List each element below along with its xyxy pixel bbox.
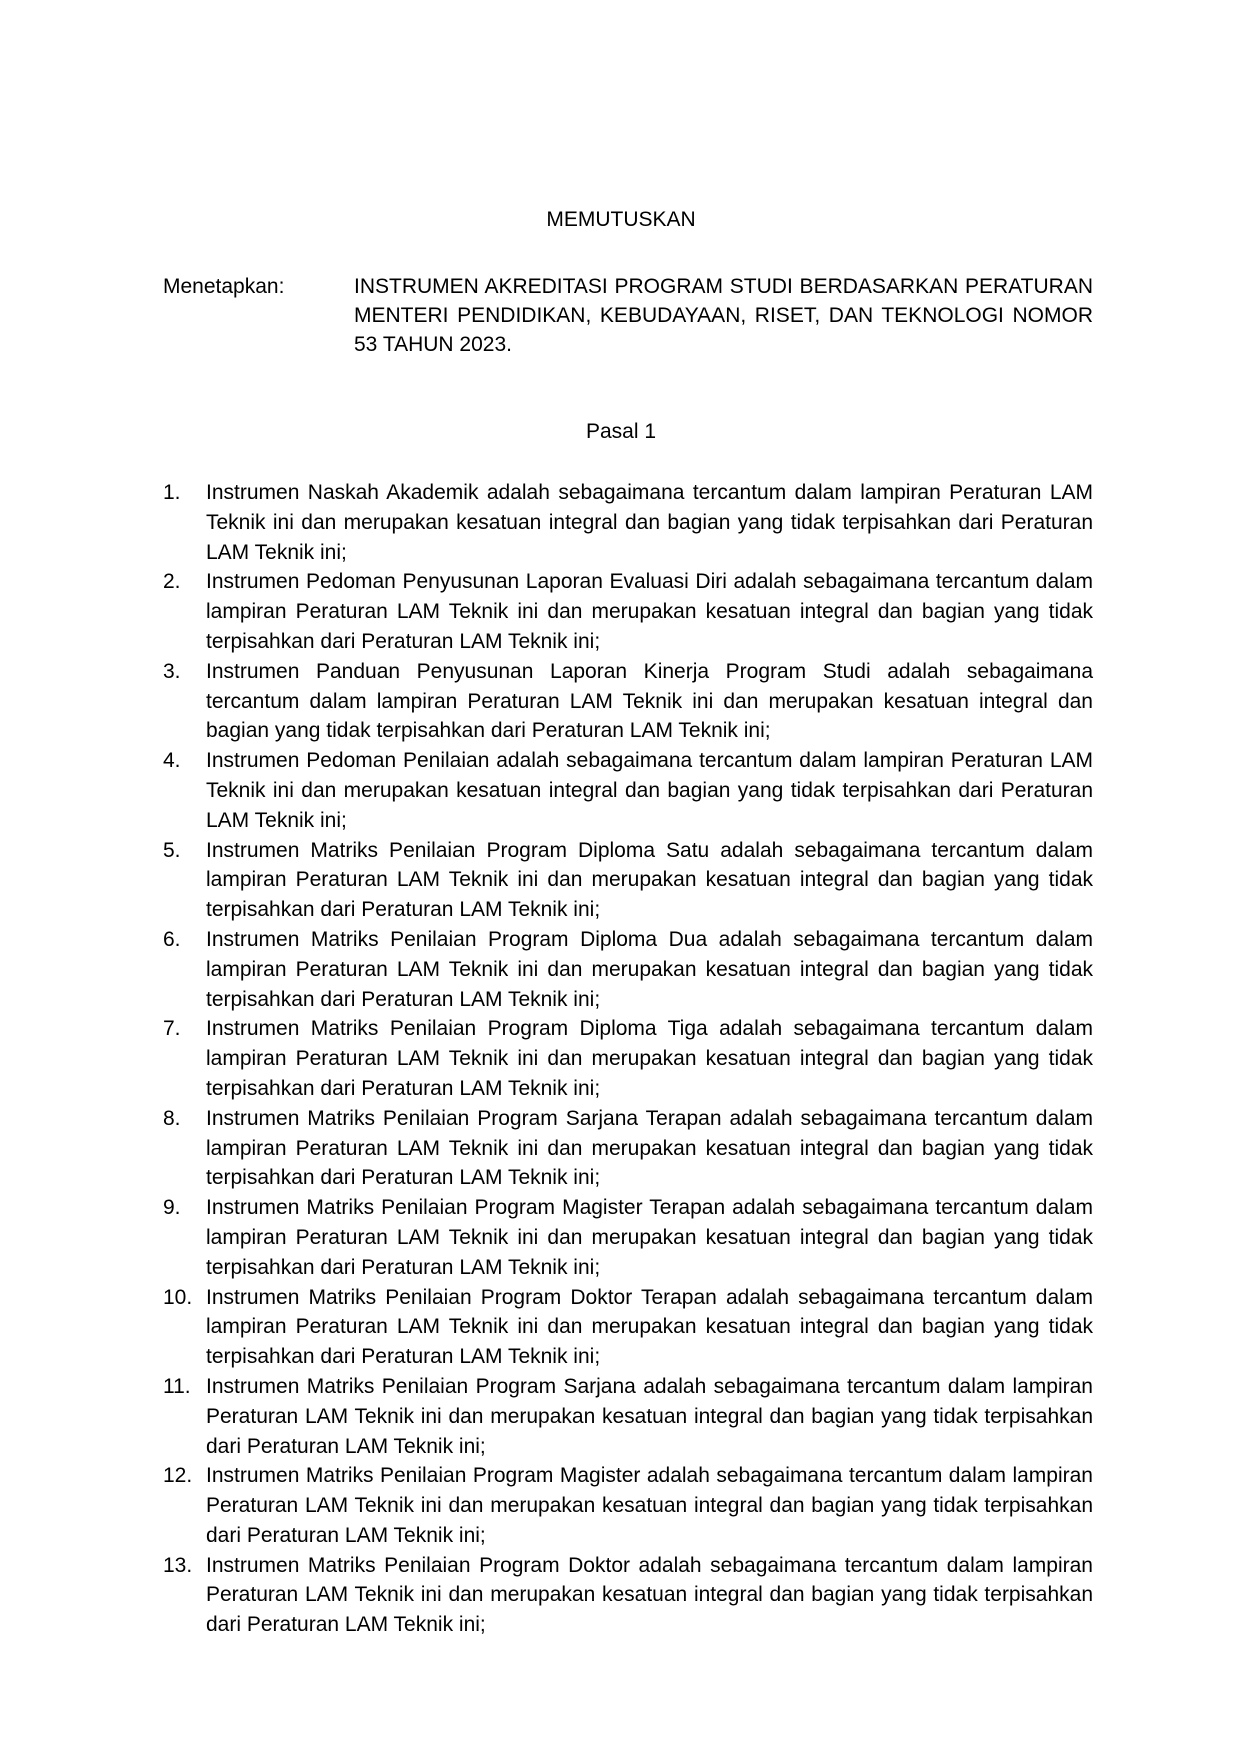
list-item <box>163 1372 1093 1461</box>
list-item-text: Instrumen Pedoman Penilaian adalah sebagaimana tercantum dalam lampiran Peraturan LAM Teknik ini dan merupakan kesatuan integral dan bagian yang tidak terpisahkan dari Peraturan LAM Teknik ini; <box>206 749 1093 832</box>
list-item-text: Instrumen Matriks Penilaian Program Diploma Tiga adalah sebagaimana tercantum dalam lampiran Peraturan LAM Teknik ini dan merupakan kesatuan integral dan bagian yang tidak terpisahkan dari Peraturan LAM Teknik ini; <box>206 1017 1093 1100</box>
list-item-text: Instrumen Matriks Penilaian Program Sarjana adalah sebagaimana tercantum dalam lampiran Peraturan LAM Teknik ini dan merupakan kesatuan integral dan bagian yang tidak terpisahkan dari Peraturan LAM Teknik ini; <box>206 1374 1093 1458</box>
list-item-number: 5. <box>163 838 181 862</box>
list-item-number: 13. <box>163 1553 193 1577</box>
list-item-text: Instrumen Matriks Penilaian Program Diploma Satu adalah sebagaimana tercantum dalam lampiran Peraturan LAM Teknik ini dan merupakan kesatuan integral dan bagian yang tidak terpisahkan dari Peraturan LAM Teknik ini; <box>206 838 1093 922</box>
list-item-text: Instrumen Pedoman Penyusunan Laporan Evaluasi Diri adalah sebagaimana tercantum dalam lampiran Peraturan LAM Teknik ini dan merupakan kesatuan integral dan bagian yang tidak terpisahkan dari Peraturan LAM Teknik ini; <box>206 570 1093 653</box>
list-item <box>163 746 1093 835</box>
list-item-text: Instrumen Matriks Penilaian Program Magister Terapan adalah sebagaimana tercantum dalam lampiran Peraturan LAM Teknik ini dan merupakan kesatuan integral dan bagian yang tidak terpisahkan dari Peraturan LAM Teknik ini; <box>206 1196 1093 1279</box>
list-item-number: 4. <box>163 749 181 773</box>
list-item-text: Instrumen Panduan Penyusunan Laporan Kinerja Program Studi adalah sebagaimana tercantum dalam lampiran Peraturan LAM Teknik ini dan merupakan kesatuan integral dan bagian yang tidak terpisahkan dari Peraturan LAM Teknik ini; <box>206 659 1093 743</box>
list-item <box>163 657 1093 746</box>
list-item <box>163 1193 1093 1282</box>
menetapkan-text: INSTRUMEN AKREDITASI PROGRAM STUDI BERDASARKAN PERATURAN MENTERI PENDIDIKAN, KEBUDAYAAN, RISET, DAN TEKNOLOGI NOMOR 53 TAHUN 2023. <box>354 275 1093 356</box>
list-item-number: 11. <box>163 1374 191 1398</box>
list-item-number: 12. <box>163 1464 193 1488</box>
list-item-number: 7. <box>163 1017 181 1041</box>
list-item <box>163 1551 1093 1640</box>
list-item-number: 10. <box>163 1285 193 1309</box>
list-item <box>163 1104 1093 1193</box>
list-item-number: 1. <box>163 481 181 504</box>
list-item-text: Instrumen Matriks Penilaian Program Magister adalah sebagaimana tercantum dalam lampiran Peraturan LAM Teknik ini dan merupakan kesatuan integral dan bagian yang tidak terpisahkan dari Peraturan LAM Teknik ini; <box>206 1464 1093 1547</box>
list-item-number: 9. <box>163 1196 181 1220</box>
list-item-text: Instrumen Matriks Penilaian Program Doktor Terapan adalah sebagaimana tercantum dalam lampiran Peraturan LAM Teknik ini dan merupakan kesatuan integral dan bagian yang tidak terpisahkan dari Peraturan LAM Teknik ini; <box>206 1285 1093 1369</box>
menetapkan-label: Menetapkan: <box>163 275 285 298</box>
list-item <box>163 925 1093 1014</box>
pasal-heading: Pasal 1 <box>585 420 657 443</box>
list-item-text: Instrumen Matriks Penilaian Program Doktor adalah sebagaimana tercantum dalam lampiran Peraturan LAM Teknik ini dan merupakan kesatuan integral dan bagian yang tidak terpisahkan dari Peraturan LAM Teknik ini; <box>206 1553 1093 1637</box>
list-item-number: 3. <box>163 659 181 683</box>
list-item-number: 2. <box>163 570 181 594</box>
list-item-text: Instrumen Matriks Penilaian Program Sarjana Terapan adalah sebagaimana tercantum dalam lampiran Peraturan LAM Teknik ini dan merupakan kesatuan integral dan bagian yang tidak terpisahkan dari Peraturan LAM Teknik ini; <box>206 1106 1093 1190</box>
list-item <box>163 567 1093 656</box>
list-item <box>163 836 1093 925</box>
numbered-list <box>163 478 1093 1640</box>
decision-heading: MEMUTUSKAN <box>546 208 696 231</box>
list-item-number: 8. <box>163 1106 181 1130</box>
list-item-text: Instrumen Naskah Akademik adalah sebagaimana tercantum dalam lampiran Peraturan LAM Teknik ini dan merupakan kesatuan integral dan bagian yang tidak terpisahkan dari Peraturan LAM Teknik ini; <box>206 481 1093 564</box>
list-item <box>163 1014 1093 1103</box>
list-item <box>163 1283 1093 1372</box>
list-item-number: 6. <box>163 927 181 951</box>
list-item-text: Instrumen Matriks Penilaian Program Diploma Dua adalah sebagaimana tercantum dalam lampiran Peraturan LAM Teknik ini dan merupakan kesatuan integral dan bagian yang tidak terpisahkan dari Peraturan LAM Teknik ini; <box>206 927 1093 1011</box>
list-item <box>163 478 1093 567</box>
list-item <box>163 1461 1093 1550</box>
